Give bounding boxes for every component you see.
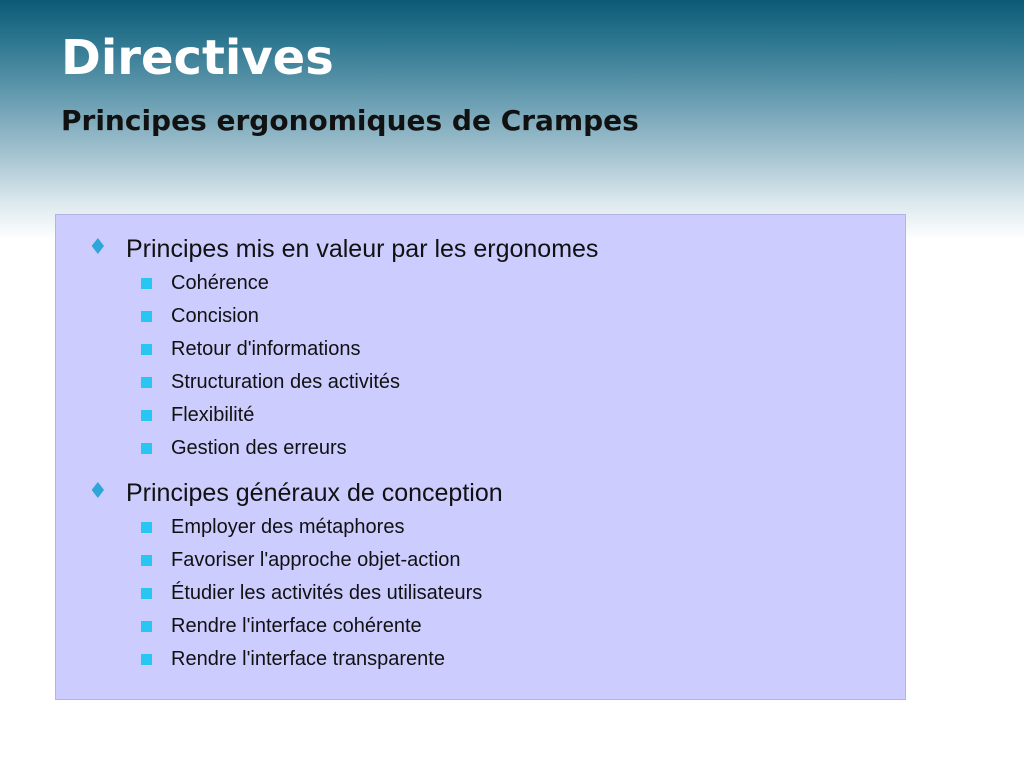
list-item-label: Flexibilité [171, 404, 255, 426]
list-item [56, 367, 905, 400]
list-item-label: Rendre l'interface transparente [171, 648, 445, 670]
list-item [56, 578, 905, 611]
square-bullet-icon [141, 522, 152, 533]
sub-list [56, 268, 905, 466]
square-bullet-icon [141, 555, 152, 566]
section-heading: Principes généraux de conception [126, 479, 503, 507]
list-item-label: Étudier les activités des utilisateurs [171, 582, 483, 604]
list-item-label: Gestion des erreurs [171, 437, 347, 459]
section-ergonomes [56, 234, 905, 466]
list-item [56, 268, 905, 301]
square-bullet-icon [141, 410, 152, 421]
square-bullet-icon [141, 344, 152, 355]
list-item-label: Structuration des activités [171, 371, 400, 393]
square-bullet-icon [141, 654, 152, 665]
section-conception [56, 478, 905, 677]
square-bullet-icon [141, 588, 152, 599]
sub-list [56, 512, 905, 677]
square-bullet-icon [141, 311, 152, 322]
list-item-label: Cohérence [171, 272, 269, 294]
slide-subtitle: Principes ergonomiques de Crampes [61, 104, 639, 137]
section-heading: Principes mis en valeur par les ergonomes [126, 235, 599, 263]
content-box [55, 214, 906, 700]
list-item [56, 301, 905, 334]
list-item [56, 400, 905, 433]
list-item [56, 545, 905, 578]
square-bullet-icon [141, 443, 152, 454]
slide-title: Directives [61, 30, 334, 86]
list-item [56, 644, 905, 677]
diamond-bullet-icon: ♦ [88, 235, 108, 260]
square-bullet-icon [141, 377, 152, 388]
list-item-label: Concision [171, 305, 259, 327]
list-item [56, 512, 905, 545]
diamond-bullet-icon: ♦ [88, 479, 108, 504]
square-bullet-icon [141, 278, 152, 289]
list-item [56, 433, 905, 466]
list-item-label: Rendre l'interface cohérente [171, 615, 422, 637]
list-item-label: Employer des métaphores [171, 516, 405, 538]
list-item [56, 611, 905, 644]
square-bullet-icon [141, 621, 152, 632]
section-heading-row [56, 478, 905, 512]
list-item [56, 334, 905, 367]
section-heading-row [56, 234, 905, 268]
list-item-label: Favoriser l'approche objet-action [171, 549, 461, 571]
list-item-label: Retour d'informations [171, 338, 361, 360]
